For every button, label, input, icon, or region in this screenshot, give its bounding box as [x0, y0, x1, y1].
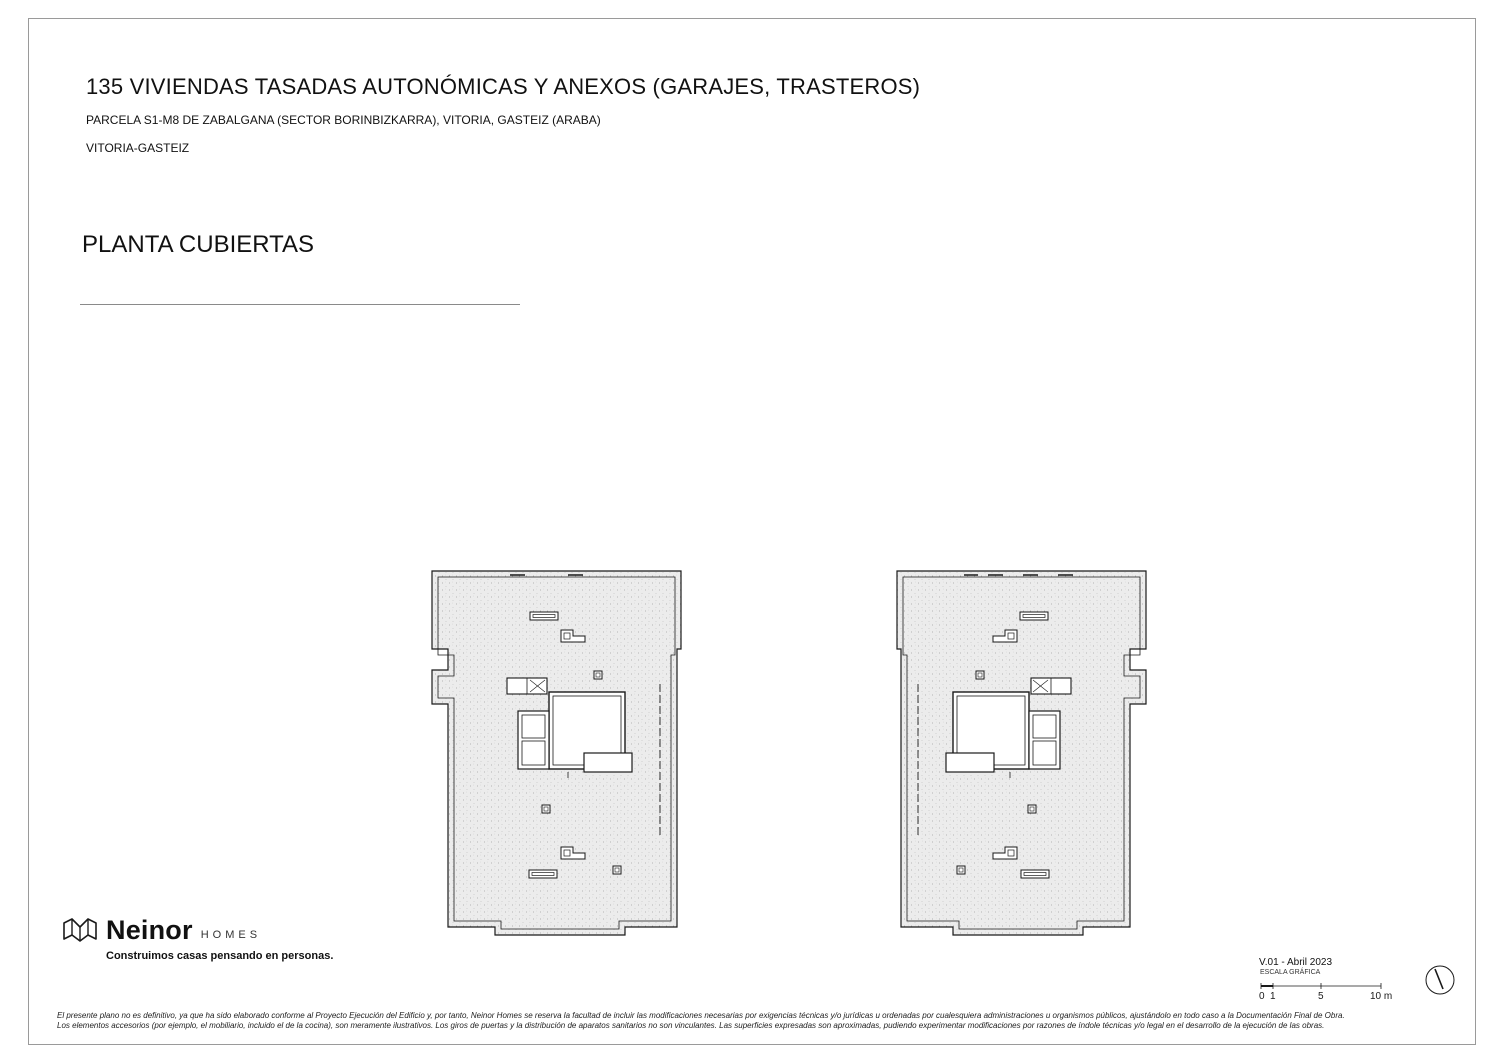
graphic-scale	[1256, 980, 1396, 1002]
vent-left-2	[542, 805, 550, 813]
disclaimer-line-2: Los elementos accesorios (por ejemplo, el mobiliario, incluido el de la cocina), son meramente ilustrativos. Los giros de puertas y la distribución de aparatos sanitarios no son vinculantes. Las superficies expresadas son aproximadas, pudiendo experimentar modificaciones por razones de índole técnicas y/o legal en el desarrollo de la ejecución de las obras.	[57, 1021, 1325, 1030]
vent-left-1	[594, 671, 602, 679]
brand-name: Neinor	[106, 914, 193, 945]
scale-label-5: 5	[1318, 991, 1324, 1002]
document-city: VITORIA-GASTEIZ	[86, 141, 190, 155]
neinor-logo-icon	[62, 917, 98, 943]
plan-title: PLANTA CUBIERTAS	[82, 231, 315, 258]
building-left-roof	[432, 571, 681, 935]
brand-suffix: HOMES	[200, 928, 262, 941]
scale-label-0: 0	[1259, 991, 1265, 1002]
disclaimer-line-1: El presente plano no es definitivo, ya que ha sido elaborado conforme al Proyecto Ejecución del Edificio y, por tanto, Neinor Homes se reserva la facultad de incluir las modificaciones necesarias por exigencias técnicas y/o jurídicas u ordenadas por cualesquiera administraciones u organismos públicos, ajustándolo en todo caso a la Documentación Final de Obra.	[57, 1011, 1345, 1020]
legal-disclaimer	[57, 1011, 1477, 1031]
scale-caption: ESCALA GRÁFICA	[1260, 969, 1321, 976]
stair-core-right	[946, 678, 1071, 778]
neinor-logo	[62, 913, 261, 947]
stair-core-left	[507, 678, 632, 778]
version-label: V.01 - Abril 2023	[1259, 957, 1333, 968]
brand-slogan: Construimos casas pensando en personas.	[106, 950, 334, 962]
duct-left-4	[529, 870, 557, 878]
scale-label-10m: 10 m	[1370, 991, 1393, 1002]
vent-left-3	[613, 866, 621, 874]
duct-left-1	[530, 612, 558, 620]
north-arrow-icon	[1424, 964, 1456, 996]
building-right-roof	[897, 571, 1146, 935]
document-subtitle: PARCELA S1-M8 DE ZABALGANA (SECTOR BORINBIZKARRA), VITORIA, GASTEIZ (ARABA)	[86, 113, 601, 127]
scale-label-1: 1	[1270, 991, 1276, 1002]
document-title: 135 VIVIENDAS TASADAS AUTONÓMICAS Y ANEXOS (GARAJES, TRASTEROS)	[86, 74, 921, 99]
